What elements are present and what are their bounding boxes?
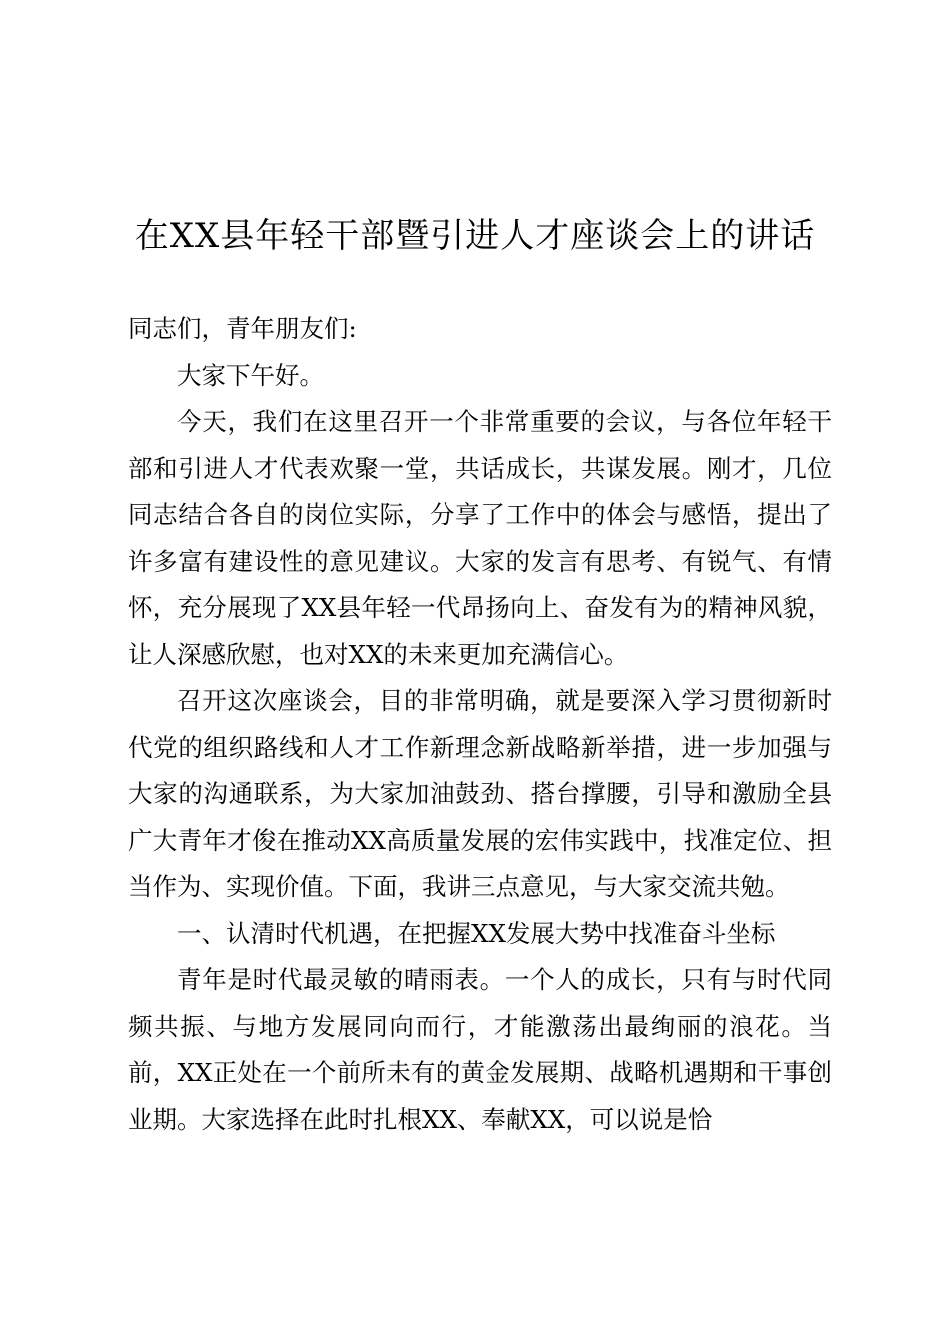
- document-body: [128, 306, 832, 1143]
- paragraph-opening: 今天，我们在这里召开一个非常重要的会议，与各位年轻干部和引进人才代表欢聚一堂，共话成长，共谋发展。刚才，几位同志结合各自的岗位实际，分享了工作中的体会与感悟，提出了许多富有建设性的意见建议。大家的发言有思考、有锐气、有情怀，充分展现了XX县年轻一代昂扬向上、奋发有为的精神风貌，让人深感欣慰，也对XX的未来更加充满信心。: [128, 407, 832, 669]
- paragraph-purpose: 召开这次座谈会，目的非常明确，就是要深入学习贯彻新时代党的组织路线和人才工作新理念新战略新举措，进一步加强与大家的沟通联系，为大家加油鼓劲、搭台撑腰，引导和激励全县广大青年才俊在推动XX高质量发展的宏伟实践中，找准定位、担当作为、实现价值。下面，我讲三点意见，与大家交流共勉。: [128, 686, 832, 901]
- paragraph-greeting: 大家下午好。: [177, 360, 324, 390]
- paragraph-section-1: 青年是时代最灵敏的晴雨表。一个人的成长，只有与时代同频共振、与地方发展同向而行，才能激荡出最绚丽的浪花。当前，XX正处在一个前所未有的黄金发展期、战略机遇期和干事创业期。大家选择在此时扎根XX、奉献XX，可以说是恰: [128, 965, 832, 1134]
- salutation: 同志们，青年朋友们:: [128, 314, 357, 343]
- section-heading-1: 一、认清时代机遇，在把握XX发展大势中找准奋斗坐标: [177, 918, 776, 948]
- document-title: 在XX县年轻干部暨引进人才座谈会上的讲话: [134, 216, 816, 256]
